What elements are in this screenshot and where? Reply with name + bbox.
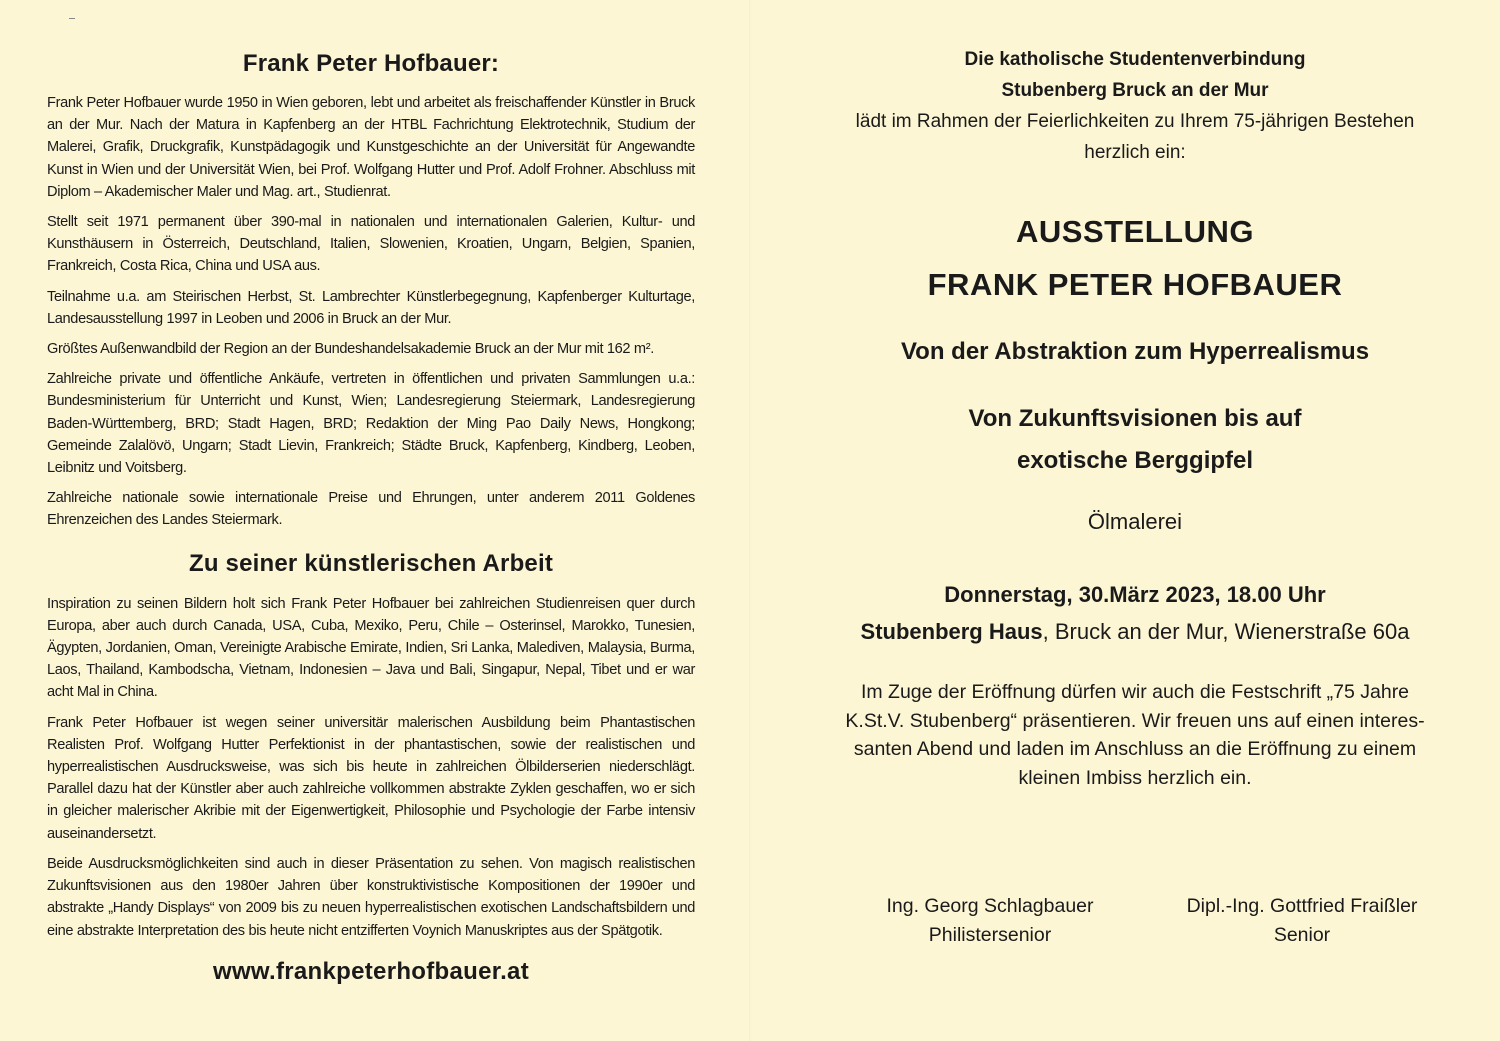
host-line: Stubenberg Bruck an der Mur (1001, 80, 1269, 101)
bio-paragraph: Größtes Außenwandbild der Region an der Bundeshandelsakademie Bruck an der Mur mit 162 m². (47, 341, 654, 358)
work-paragraph: Frank Peter Hofbauer ist wegen seiner universitär malerischen Ausbildung beim Phantastischen Realisten Prof. Wolfgang Hutter Perfektionist in der phantastischen, sowie der realistischen und hyperrealistischen Ausdrucksweise, was sich bis heute in zahlreichen Ölbilderserien niederschlägt. Parallel dazu hat der Künstler aber auch zahlreiche vollkommen abstrakte Zyklen geschaffen, wo er sich in gleicher malerischer Akribie mit der Eigenwertigkeit, Philosophie und Psychologie der Farbe intensiv auseinandersetzt. (47, 714, 695, 842)
exhibition-title (770, 205, 1500, 311)
host-block (770, 44, 1500, 168)
title-line: AUSSTELLUNG (1016, 214, 1254, 249)
event-date: Donnerstag, 30.März 2023, 18.00 Uhr (944, 582, 1326, 607)
host-line: lädt im Rahmen der Feierlichkeiten zu Ihrem 75-jährigen Bestehen (855, 111, 1415, 132)
bio-paragraph: Frank Peter Hofbauer wurde 1950 in Wien geboren, lebt und arbeitet als freischaffender Künstler in Bruck an der Mur. Nach der Matura in Kapfenberg an der HTBL Fachrichtung Elektrotechnik, Studium der Malerei, Grafik, Druckgrafik, Kunstpädagogik und Kunstgeschichte an der Universität für Angewandte Kunst in Wien und der Universität Wien, bei Prof. Wolfgang Hutter und Prof. Adolf Frohner. Abschluss mit Diplom – Akademischer Maler und Mag. art., Studienrat. (47, 95, 695, 200)
artist-bio-panel (47, 50, 695, 986)
bio-paragraph: Zahlreiche private und öffentliche Ankäufe, vertreten in öffentlichen und privaten Sammlungen u.a.: Bundesministerium für Unterricht und Kunst, Wien; Landesregierung Steiermark, Landesregierung Baden-Württemberg, BRD; Stadt Hagen, BRD; Redaktion der Ming Pao Daily News, Hongkong; Gemeinde Zalalövö, Ungarn; Stadt Lievin, Frankreich; Städte Bruck, Kapfenberg, Kindberg, Leoben, Leibnitz und Voitsberg. (47, 371, 695, 477)
venue-address: , Bruck an der Mur, Wienerstraße 60a (1042, 619, 1410, 644)
website-link[interactable]: www.frankpeterhofbauer.at (212, 957, 529, 985)
body-line: santen Abend und laden im Anschluss an die Eröffnung zu einem (853, 738, 1417, 760)
signatory-1 (840, 892, 1140, 950)
event-details (770, 576, 1500, 650)
host-line: Die katholische Studentenverbindung (964, 49, 1306, 70)
work-paragraph: Beide Ausdrucksmöglichkeiten sind auch in dieser Präsentation zu sehen. Von magisch realistischen Zukunftsvisionen aus den 1980er Jahren über konstruktivistische Kompositionen der 1990er und abstrakte „Handy Displays“ von 2009 bis zu neuen hyperrealistischen exotischen Landschaftsbildern und eine abstrakte Interpretation des bis heute nicht entzifferten Voynich Manuskriptes aus der Spätgotik. (47, 855, 695, 939)
body-line: Im Zuge der Eröffnung dürfen wir auch die Festschrift „75 Jahre (860, 681, 1410, 703)
scan-mark (69, 18, 75, 19)
work-paragraph: Inspiration zu seinen Bildern holt sich Frank Peter Hofbauer bei zahlreichen Studienreisen quer durch Europa, aber auch durch Canada, USA, Cuba, Mexiko, Peru, Chile – Osterinsel, Marokko, Tunesien, Ägypten, Jordanien, Oman, Vereinigte Arabische Emirate, Indien, Sri Lanka, Malediven, Malaysia, Burma, Laos, Thailand, Kambodscha, Vietnam, Indonesien – Java und Bali, Singapur, Nepal, Tibet und er war acht Mal in China. (47, 595, 695, 701)
signatory-2 (1152, 892, 1452, 950)
fold-line (749, 0, 751, 1041)
bio-paragraph: Teilnahme u.a. am Steirischen Herbst, St. Lambrechter Künstlerbegegnung, Kapfenberger Kulturtage, Landesausstellung 1997 in Leoben und 2006 in Bruck an der Mur. (47, 288, 695, 327)
signatory-role: Philistersenior (928, 924, 1052, 946)
signatory-role: Senior (1273, 924, 1331, 946)
venue-name: Stubenberg Haus (860, 619, 1043, 644)
subtitle-line: Von Zukunftsvisionen bis auf (968, 405, 1302, 432)
bio-paragraph: Stellt seit 1971 permanent über 390-mal in nationalen und internationalen Galerien, Kultur- und Kunsthäusern in Österreich, Deutschland, Italien, Slowenien, Kroatien, Ungarn, Belgien, Spanien, Frankreich, Costa Rica, China und USA aus. (47, 214, 695, 275)
invitation-text (770, 678, 1500, 792)
subtitle-line: exotische Berggipfel (1016, 447, 1254, 474)
body-line: K.St.V. Stubenberg“ präsentieren. Wir freuen uns auf einen interes- (845, 709, 1425, 732)
body-line: kleinen Imbiss herzlich ein. (1018, 766, 1252, 789)
host-line: herzlich ein: (1084, 142, 1186, 163)
signatory-name: Dipl.-Ing. Gottfried Fraißler (1186, 895, 1418, 917)
exhibition-subtitle: Von der Abstraktion zum Hyperrealismus (900, 338, 1370, 365)
artist-heading: Frank Peter Hofbauer: (242, 50, 500, 77)
medium-label: Ölmalerei (1087, 509, 1183, 534)
bio-paragraph: Zahlreiche nationale sowie internationale Preise und Ehrungen, unter anderem 2011 Goldenes Ehrenzeichen des Landes Steiermark. (47, 490, 695, 529)
signatory-name: Ing. Georg Schlagbauer (886, 895, 1094, 917)
exhibition-subtitle-2 (770, 398, 1500, 482)
title-line: FRANK PETER HOFBAUER (927, 267, 1343, 302)
work-heading: Zu seiner künstlerischen Arbeit (188, 549, 554, 577)
